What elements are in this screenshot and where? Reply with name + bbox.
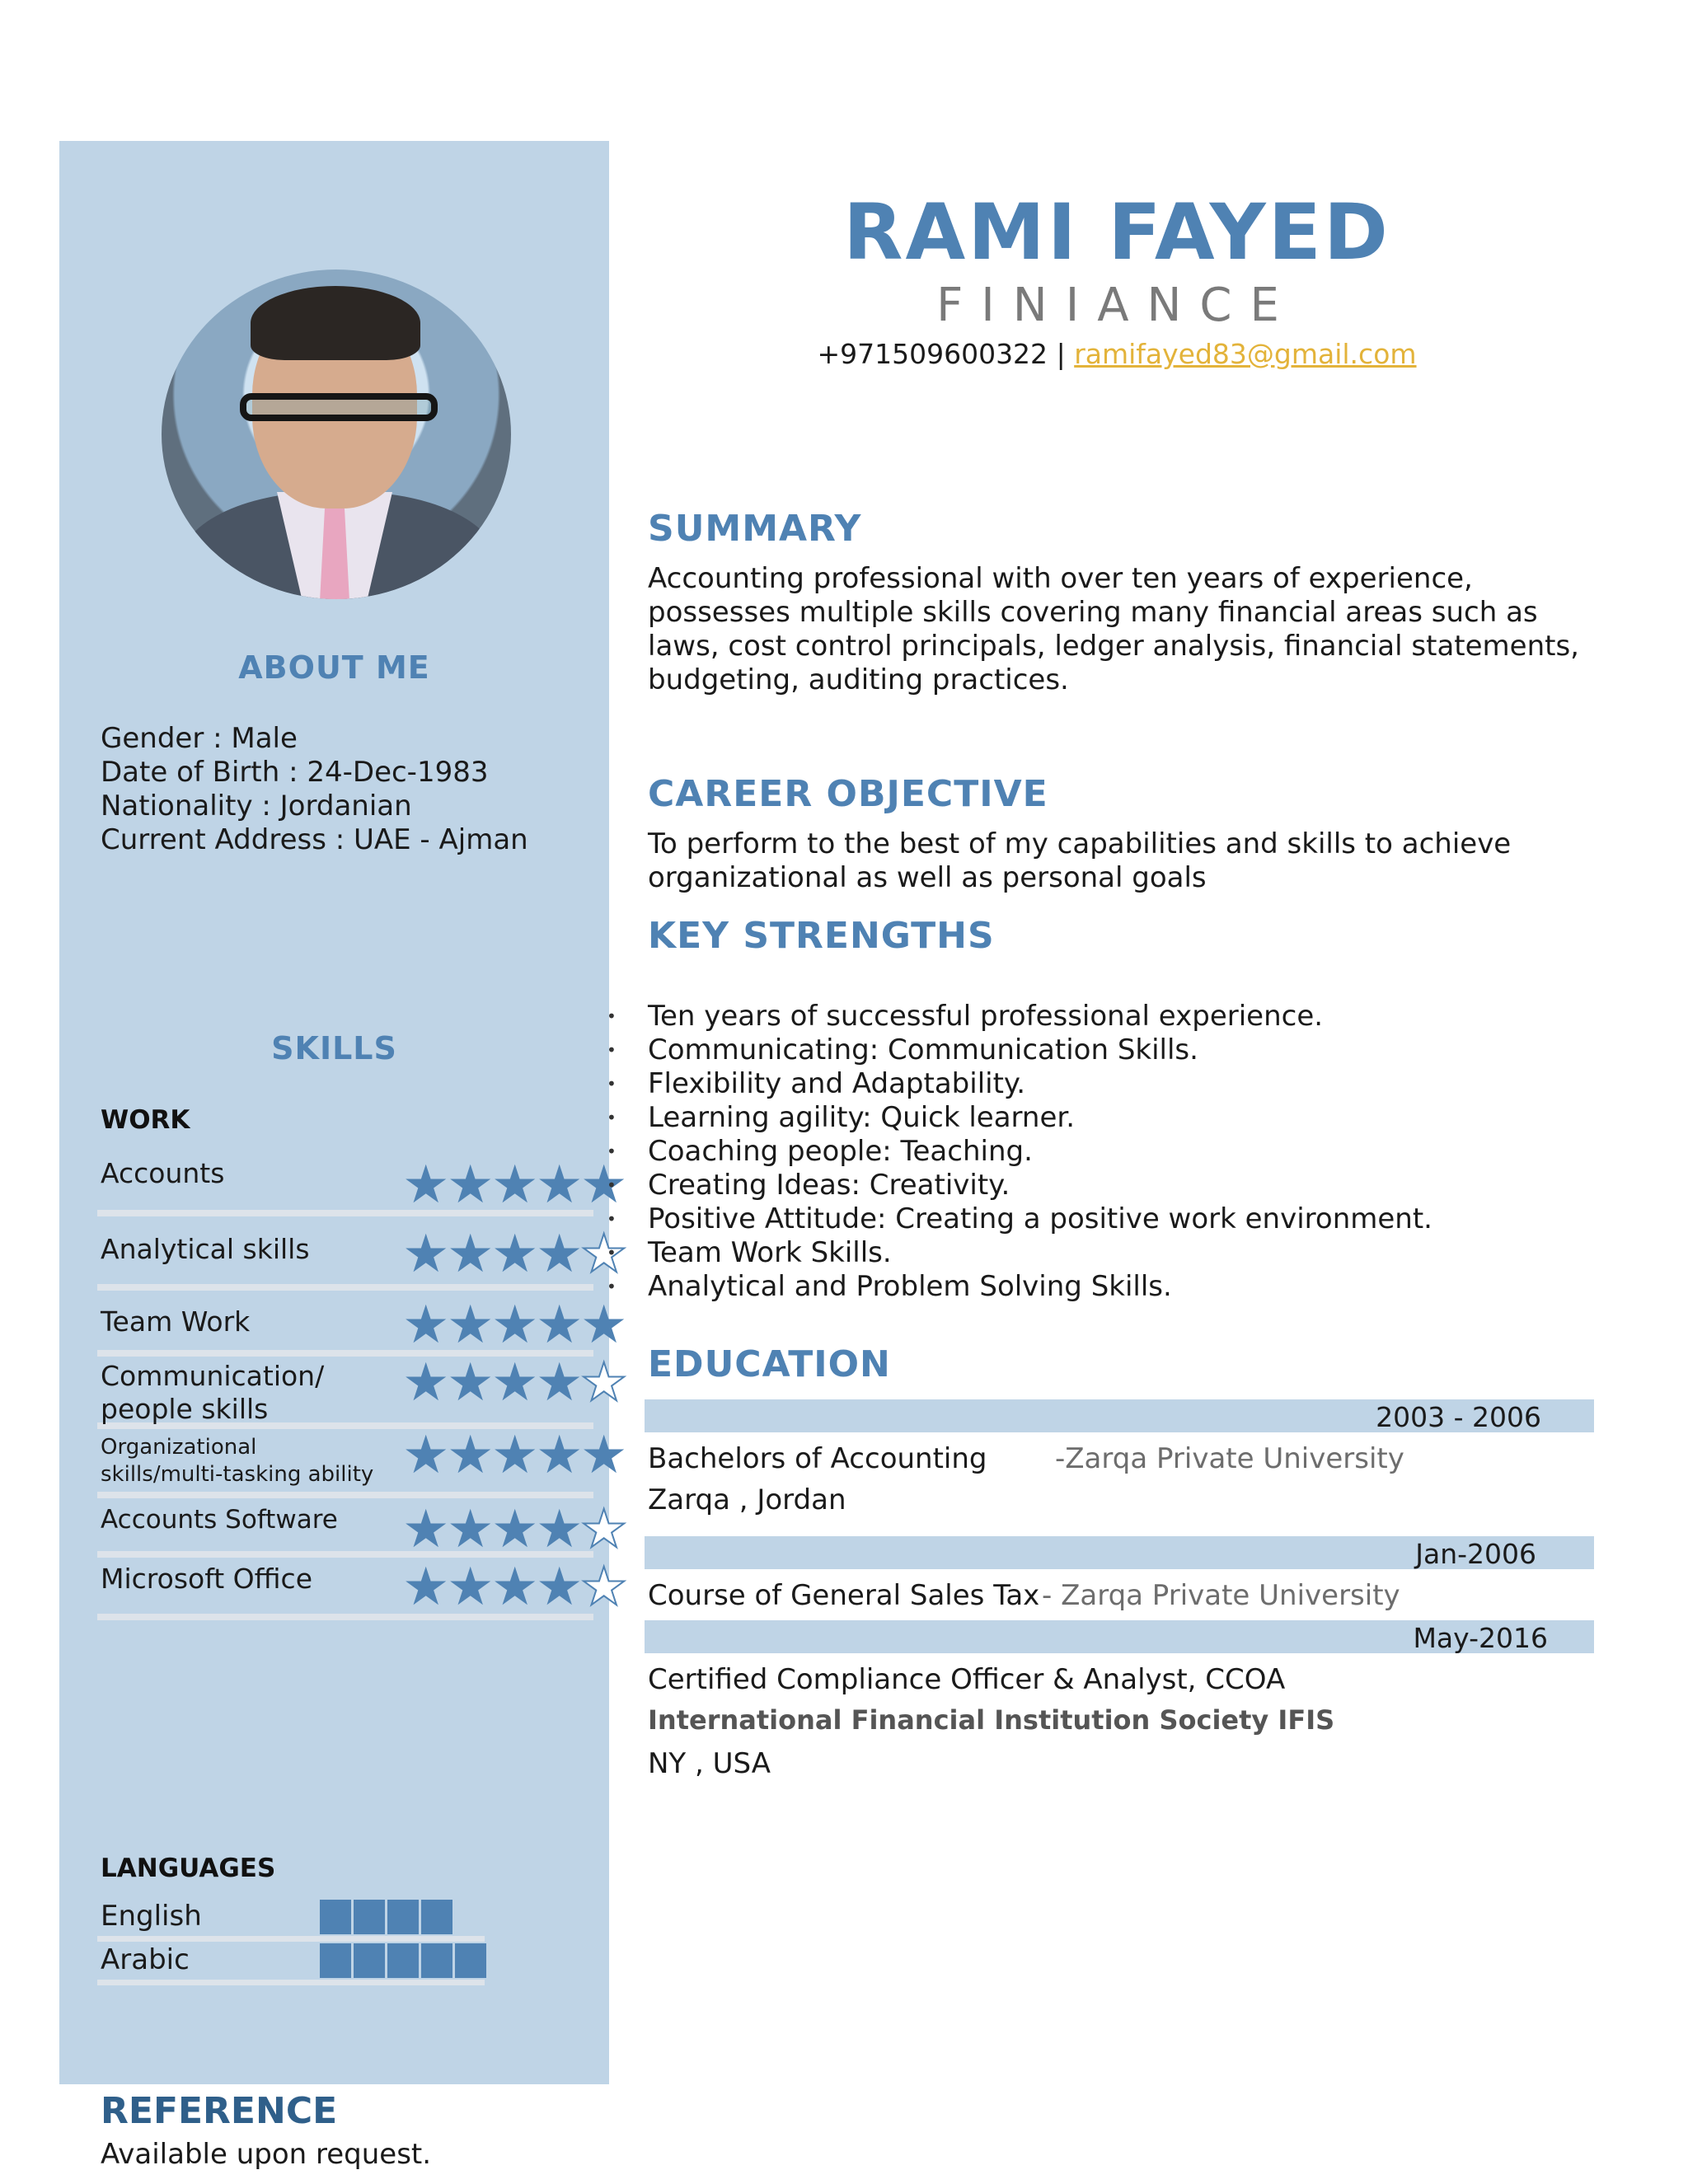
- list-item: • Learning agility: Quick learner.: [648, 1101, 1432, 1135]
- skill-name: Accounts Software: [101, 1505, 338, 1535]
- skills-title: SKILLS: [271, 1030, 397, 1066]
- list-item: • Creating Ideas: Creativity.: [648, 1169, 1432, 1202]
- skill-row: [97, 1352, 628, 1429]
- star-filled-icon: ★: [402, 1557, 450, 1618]
- star-filled-icon: ★: [402, 1352, 450, 1413]
- skill-name: Organizational skills/multi-tasking ability: [101, 1435, 374, 1487]
- objective-text: To perform to the best of my capabilities and skills to achieve organizational as well as personal goals: [648, 827, 1512, 894]
- level-block: [387, 1943, 419, 1978]
- languages-title: LANGUAGES: [101, 1854, 276, 1883]
- strengths-title: KEY STRENGTHS: [648, 915, 995, 957]
- skill-rating: [402, 1295, 628, 1356]
- star-empty-icon: ★: [580, 1352, 628, 1413]
- objective-title: CAREER OBJECTIVE: [648, 773, 1048, 815]
- star-filled-icon: ★: [491, 1352, 539, 1413]
- skill-name: Analytical skills: [101, 1233, 310, 1265]
- about-address: Current Address : UAE - Ajman: [101, 823, 528, 856]
- star-filled-icon: ★: [491, 1499, 539, 1560]
- star-filled-icon: ★: [580, 1425, 628, 1486]
- star-empty-icon: ★: [580, 1499, 628, 1560]
- star-filled-icon: ★: [447, 1425, 495, 1486]
- profile-photo: [162, 269, 511, 599]
- summary-text: Accounting professional with over ten years of experience, possesses multiple skills covering many financial areas such as laws, cost control principals, ledger analysis, financial statements, budgeting, auditing practices.: [648, 562, 1579, 696]
- summary-title: SUMMARY: [648, 508, 862, 550]
- education-institution: -Zarqa Private University: [1055, 1442, 1404, 1475]
- skill-row: [97, 1291, 628, 1357]
- star-empty-icon: ★: [580, 1557, 628, 1618]
- star-filled-icon: ★: [580, 1295, 628, 1356]
- level-block: [354, 1900, 385, 1934]
- about-gender: Gender : Male: [101, 722, 298, 755]
- star-filled-icon: ★: [447, 1352, 495, 1413]
- list-item: • Ten years of successful professional experience.: [648, 1000, 1432, 1033]
- level-block: [421, 1943, 452, 1978]
- candidate-name: RAMI FAYED: [843, 188, 1390, 278]
- language-level: [320, 1943, 489, 1978]
- work-label: WORK: [101, 1105, 190, 1135]
- email-link[interactable]: ramifayed83@gmail.com: [1074, 338, 1417, 370]
- education-date: Jan-2006: [1415, 1538, 1536, 1570]
- education-institution: - Zarqa Private University: [1042, 1579, 1400, 1612]
- list-item: • Coaching people: Teaching.: [648, 1135, 1432, 1169]
- language-row: [97, 1942, 485, 1985]
- education-date-bar: [645, 1536, 1594, 1569]
- star-filled-icon: ★: [491, 1295, 539, 1356]
- star-filled-icon: ★: [447, 1557, 495, 1618]
- star-filled-icon: ★: [402, 1224, 450, 1285]
- education-institution: International Financial Institution Society IFIS: [648, 1704, 1335, 1736]
- education-date: May-2016: [1413, 1622, 1548, 1654]
- skill-row: [97, 1557, 628, 1620]
- skill-row: [97, 1151, 628, 1216]
- language-row: [97, 1898, 485, 1942]
- list-item: • Team Work Skills.: [648, 1236, 1432, 1270]
- star-filled-icon: ★: [491, 1557, 539, 1618]
- skill-list: [97, 1151, 628, 1620]
- phone-number: +971509600322: [817, 338, 1048, 370]
- reference-title: REFERENCE: [101, 2090, 338, 2132]
- reference-text: Available upon request.: [101, 2138, 432, 2171]
- education-degree: Certified Compliance Officer & Analyst, CCOA: [648, 1663, 1286, 1696]
- skill-row: [97, 1498, 628, 1560]
- education-degree: Bachelors of Accounting: [648, 1442, 987, 1475]
- sidebar: [59, 141, 628, 2171]
- star-filled-icon: ★: [491, 1425, 539, 1486]
- about-title: ABOUT ME: [238, 649, 430, 686]
- star-filled-icon: ★: [447, 1499, 495, 1560]
- list-item: • Analytical and Problem Solving Skills.: [648, 1270, 1432, 1304]
- skill-name: Team Work: [101, 1305, 251, 1338]
- level-block: [387, 1900, 419, 1934]
- skill-rating: [402, 1499, 628, 1560]
- skill-row: [97, 1216, 628, 1291]
- language-list: [97, 1898, 485, 1985]
- level-block: [421, 1900, 452, 1934]
- list-item: • Positive Attitude: Creating a positive work environment.: [648, 1202, 1432, 1236]
- education-degree: Course of General Sales Tax: [648, 1579, 1040, 1612]
- list-item: • Communicating: Communication Skills.: [648, 1033, 1432, 1067]
- star-empty-icon: ★: [580, 1224, 628, 1285]
- star-filled-icon: ★: [402, 1295, 450, 1356]
- skill-row: [97, 1425, 628, 1498]
- about-nationality: Nationality : Jordanian: [101, 790, 412, 823]
- star-filled-icon: ★: [536, 1499, 584, 1560]
- list-item: • Flexibility and Adaptability.: [648, 1067, 1432, 1101]
- skill-name: Communication/ people skills: [101, 1360, 325, 1425]
- language-name: Arabic: [101, 1943, 190, 1976]
- strengths-list: [648, 1000, 1432, 1304]
- star-filled-icon: ★: [491, 1155, 539, 1216]
- education-date-bar: [645, 1399, 1594, 1432]
- education-date: 2003 - 2006: [1376, 1401, 1541, 1433]
- language-level: [320, 1900, 455, 1934]
- star-filled-icon: ★: [536, 1155, 584, 1216]
- star-filled-icon: ★: [536, 1425, 584, 1486]
- level-block: [354, 1943, 385, 1978]
- skill-rating: [402, 1155, 628, 1216]
- contact-separator: |: [1056, 338, 1066, 370]
- level-block: [320, 1943, 351, 1978]
- star-filled-icon: ★: [580, 1155, 628, 1216]
- education-location: Zarqa , Jordan: [648, 1483, 846, 1516]
- star-filled-icon: ★: [536, 1295, 584, 1356]
- language-name: English: [101, 1900, 202, 1933]
- star-filled-icon: ★: [536, 1224, 584, 1285]
- skill-rating: [402, 1557, 628, 1618]
- star-filled-icon: ★: [536, 1557, 584, 1618]
- level-block: [455, 1943, 486, 1978]
- level-block: [320, 1900, 351, 1934]
- star-filled-icon: ★: [536, 1352, 584, 1413]
- about-list: [101, 722, 528, 857]
- skill-rating: [402, 1352, 628, 1413]
- star-filled-icon: ★: [491, 1224, 539, 1285]
- contact-line: [610, 338, 1624, 370]
- skill-rating: [402, 1425, 628, 1486]
- star-filled-icon: ★: [402, 1425, 450, 1486]
- skill-name: Accounts: [101, 1157, 225, 1189]
- education-location: NY , USA: [648, 1747, 771, 1780]
- star-filled-icon: ★: [447, 1155, 495, 1216]
- skill-name: Microsoft Office: [101, 1563, 312, 1595]
- star-filled-icon: ★: [447, 1224, 495, 1285]
- skill-rating: [402, 1224, 628, 1285]
- education-title: EDUCATION: [648, 1343, 891, 1385]
- about-dob: Date of Birth : 24-Dec-1983: [101, 756, 489, 789]
- candidate-role: FINIANCE: [936, 279, 1297, 332]
- star-filled-icon: ★: [447, 1295, 495, 1356]
- star-filled-icon: ★: [402, 1499, 450, 1560]
- education-date-bar: [645, 1620, 1594, 1653]
- star-filled-icon: ★: [402, 1155, 450, 1216]
